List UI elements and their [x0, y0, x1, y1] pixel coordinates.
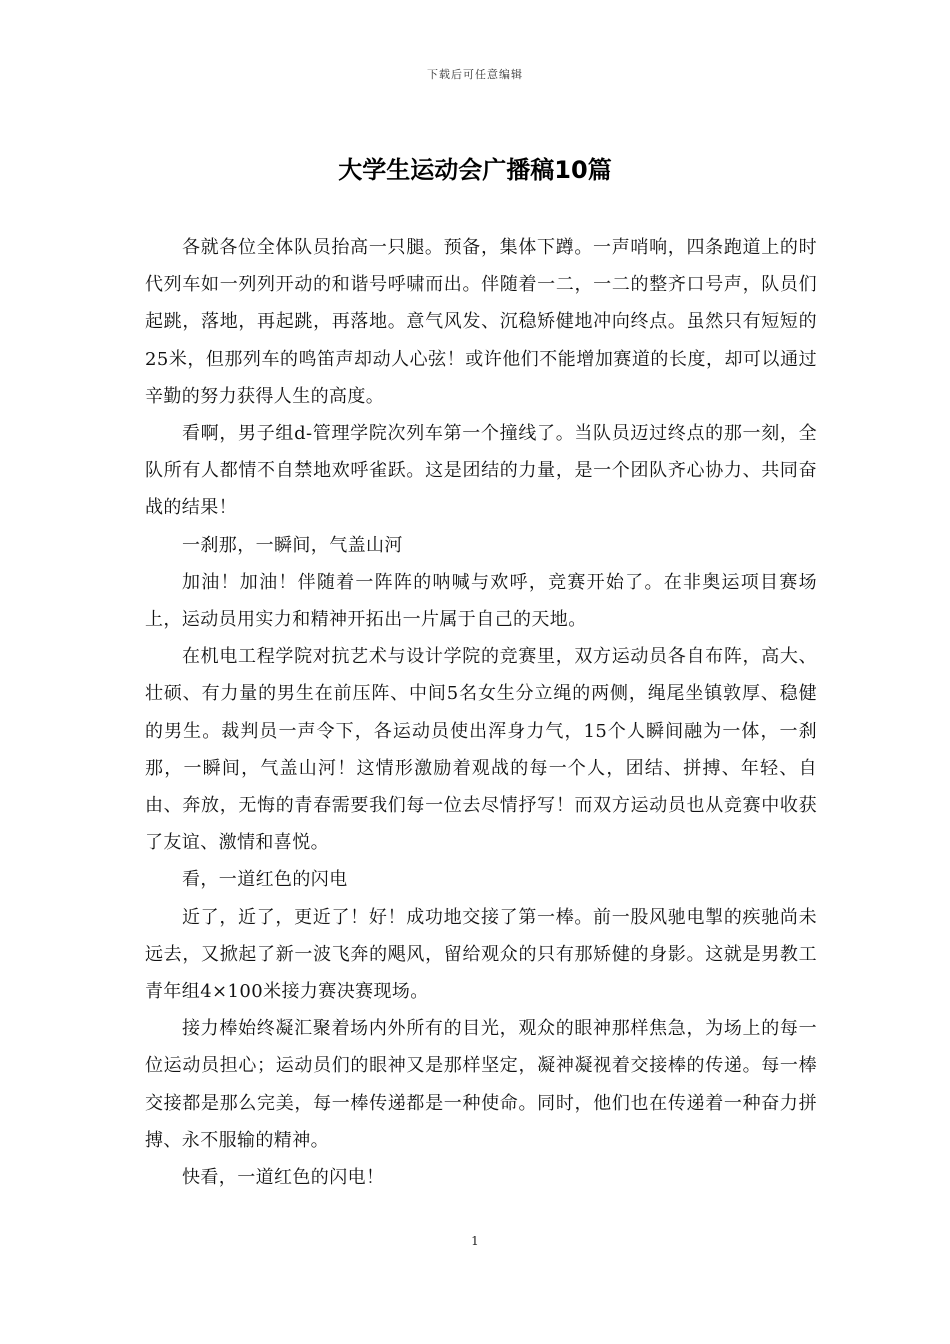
- paragraph: 快看，一道红色的闪电！: [182, 1167, 385, 1189]
- paragraph: 各就各位全体队员抬高一只腿。预备，集体下蹲。一声哨响，四条跑道上的时代列车如一列列开动的和谐号呼啸而出。伴随着一二，一二的整齐口号声，队员们起跳，落地，再起跳，再落地。意气风发、沉稳矫健地冲向终点。虽然只有短短的25米，但那列车的鸣笛声却动人心弦！或许他们不能增加赛道的长度，却可以通过辛勤的努力获得人生的高度。: [145, 237, 817, 407]
- paragraph: 看，一道红色的闪电: [182, 869, 348, 891]
- document-body: [145, 229, 817, 1196]
- paragraph: 近了，近了，更近了！好！成功地交接了第一棒。前一股风驰电掣的疾驰尚未远去，又掀起了新一波飞奔的飓风，留给观众的只有那矫健的身影。这就是男教工青年组4×100米接力赛决赛现场。: [145, 906, 817, 1003]
- paragraph: 看啊，男子组d-管理学院次列车第一个撞线了。当队员迈过终点的那一刻，全队所有人都情不自禁地欢呼雀跃。这是团结的力量，是一个团队齐心协力、共同奋战的结果！: [145, 423, 817, 519]
- paragraph: 一刹那，一瞬间，气盖山河: [182, 534, 403, 556]
- paragraph: 接力棒始终凝汇聚着场内外所有的目光，观众的眼神那样焦急，为场上的每一位运动员担心；运动员们的眼神又是那样坚定，凝神凝视着交接棒的传递。每一棒交接都是那么完美，每一棒传递都是一种使命。同时，他们也在传递着一种奋力拼搏、永不服输的精神。: [145, 1018, 817, 1151]
- page-header-note: 下载后可任意编辑: [427, 68, 523, 81]
- paragraph: 加油！加油！伴随着一阵阵的呐喊与欢呼，竞赛开始了。在非奥运项目赛场上，运动员用实力和精神开拓出一片属于自己的天地。: [145, 571, 817, 631]
- document-title: 大学生运动会广播稿10篇: [338, 156, 612, 184]
- paragraph: 在机电工程学院对抗艺术与设计学院的竞赛里，双方运动员各自布阵，高大、壮硕、有力量的男生在前压阵、中间5名女生分立绳的两侧，绳尾坐镇敦厚、稳健的男生。裁判员一声令下，各运动员使出浑身力气，15个人瞬间融为一体，一刹那，一瞬间，气盖山河！这情形激励着观战的每一个人，团结、拼搏、年轻、自由、奔放，无悔的青春需要我们每一位去尽情抒写！而双方运动员也从竞赛中收获了友谊、激情和喜悦。: [145, 646, 817, 854]
- page-number: 1: [471, 1234, 479, 1248]
